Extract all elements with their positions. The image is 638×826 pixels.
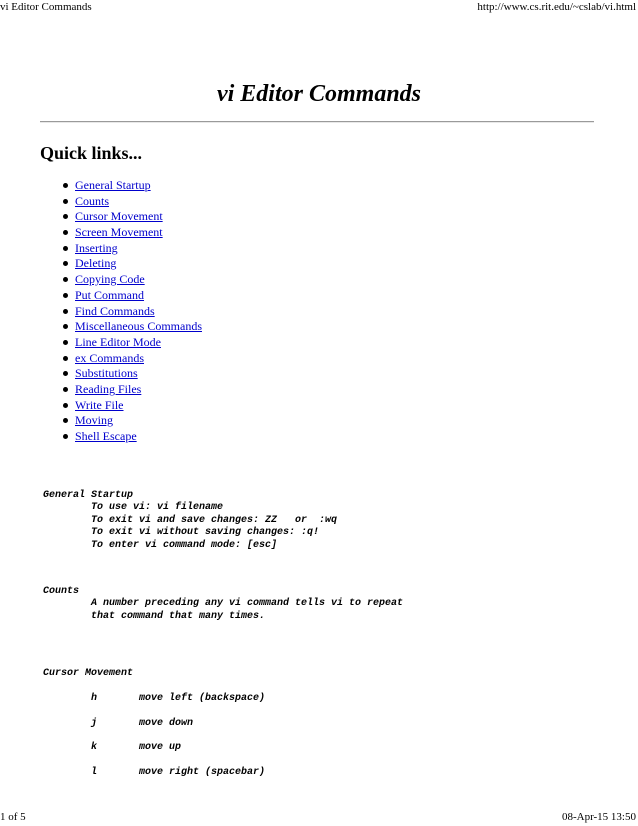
page-title: vi Editor Commands — [216, 81, 422, 107]
bullet-icon — [63, 403, 68, 408]
list-item — [75, 194, 202, 210]
bullet-icon — [63, 183, 68, 188]
list-item — [75, 272, 202, 288]
list-item — [75, 241, 202, 257]
list-item — [75, 382, 202, 398]
page-counter: 1 of 5 — [0, 811, 26, 823]
link-substitutions[interactable]: Substitutions — [75, 366, 138, 381]
bullet-icon — [63, 418, 68, 423]
link-deleting[interactable]: Deleting — [75, 256, 117, 271]
bullet-icon — [63, 434, 68, 439]
list-item — [75, 413, 202, 429]
list-item — [75, 429, 202, 445]
bullet-icon — [63, 230, 68, 235]
list-item — [75, 178, 202, 194]
section-counts: Counts A number preceding any vi command tells vi to repeat that command that many times. — [43, 586, 404, 622]
link-write-file[interactable]: Write File — [75, 397, 124, 412]
bullet-icon — [63, 293, 68, 298]
link-put-command[interactable]: Put Command — [75, 287, 145, 302]
link-line-editor-mode[interactable]: Line Editor Mode — [75, 334, 161, 349]
link-general-startup[interactable]: General Startup — [75, 178, 151, 192]
bullet-icon — [63, 199, 68, 204]
link-cursor-movement[interactable]: Cursor Movement — [75, 209, 163, 224]
list-item — [75, 304, 202, 320]
bullet-icon — [63, 246, 68, 251]
link-counts[interactable]: Counts — [75, 193, 110, 208]
section-cursor-movement: Cursor Movement h move left (backspace) j move down k move up l move right (spacebar) — [43, 668, 266, 779]
link-inserting[interactable]: Inserting — [75, 240, 118, 255]
link-screen-movement[interactable]: Screen Movement — [75, 225, 163, 240]
list-item — [75, 351, 202, 367]
link-find-commands[interactable]: Find Commands — [75, 303, 155, 318]
list-item — [75, 366, 202, 382]
bullet-icon — [63, 371, 68, 376]
list-item — [75, 335, 202, 351]
list-item — [75, 225, 202, 241]
link-reading-files[interactable]: Reading Files — [75, 381, 142, 396]
quick-links-list — [75, 178, 202, 445]
section-general-startup: General Startup To use vi: vi filename To exit vi and save changes: ZZ or :wq To exit vi without saving changes: :q! To enter vi command mode: [esc] — [43, 490, 338, 551]
link-shell-escape[interactable]: Shell Escape — [75, 429, 137, 443]
bullet-icon — [63, 340, 68, 345]
bullet-icon — [63, 261, 68, 266]
list-item — [75, 288, 202, 304]
print-header-url: http://www.cs.rit.edu/~cslab/vi.html — [477, 1, 636, 13]
list-item — [75, 256, 202, 272]
list-item — [75, 398, 202, 414]
bullet-icon — [63, 214, 68, 219]
quick-links-heading: Quick links... — [40, 143, 143, 163]
link-miscellaneous-commands[interactable]: Miscellaneous Commands — [75, 319, 202, 334]
bullet-icon — [63, 309, 68, 314]
list-item — [75, 209, 202, 225]
horizontal-rule — [40, 121, 594, 123]
bullet-icon — [63, 356, 68, 361]
bullet-icon — [63, 387, 68, 392]
list-item — [75, 319, 202, 335]
link-moving[interactable]: Moving — [75, 413, 114, 428]
print-timestamp: 08-Apr-15 13:50 — [561, 811, 636, 823]
bullet-icon — [63, 277, 68, 282]
link-copying-code[interactable]: Copying Code — [75, 272, 145, 287]
link-ex-commands[interactable]: ex Commands — [75, 350, 144, 365]
bullet-icon — [63, 324, 68, 329]
print-header-title: vi Editor Commands — [0, 1, 92, 13]
